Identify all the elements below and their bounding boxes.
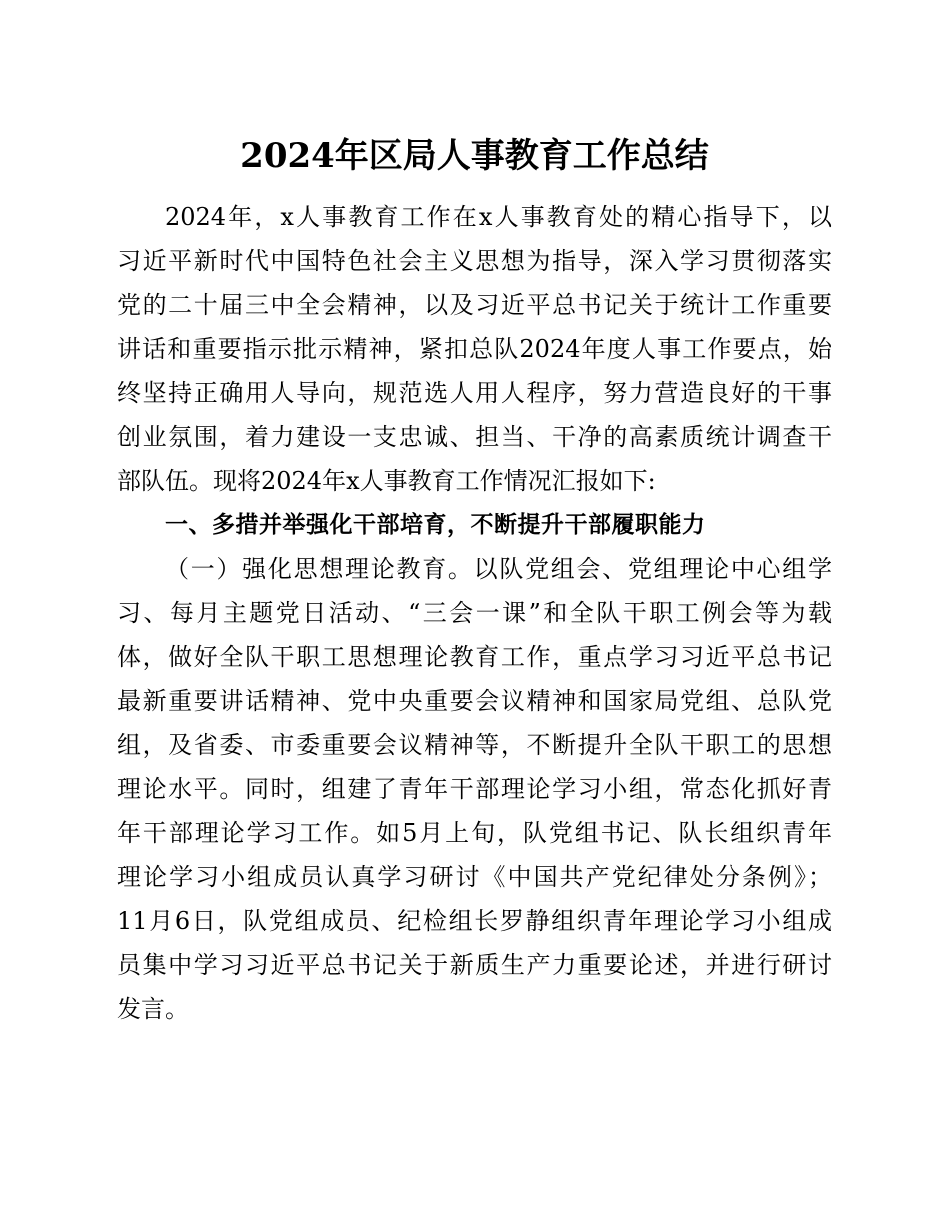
paragraph-line: 创业氛围，着力建设一支忠诚、担当、干净的高素质统计调查干	[117, 423, 832, 451]
paragraph-line: 党的二十届三中全会精神，以及习近平总书记关于统计工作重要	[117, 291, 832, 319]
paragraph-line: 年干部理论学习工作。如5月上旬，队党组书记、队长组织青年	[117, 819, 832, 847]
paragraph-line: 发言。	[117, 995, 189, 1023]
paragraph-line: 最新重要讲话精神、党中央重要会议精神和国家局党组、总队党	[117, 687, 832, 715]
paragraph-line: 部队伍。现将2024年x人事教育工作情况汇报如下:	[117, 467, 656, 495]
paragraph-line: 讲话和重要指示批示精神，紧扣总队2024年度人事工作要点，始	[117, 335, 832, 363]
paragraph-line: 理论水平。同时，组建了青年干部理论学习小组，常态化抓好青	[117, 775, 832, 803]
paragraph-line: （一）强化思想理论教育。以队党组会、党组理论中心组学	[165, 555, 832, 583]
paragraph-line: 11月6日，队党组成员、纪检组长罗静组织青年理论学习小组成	[117, 907, 832, 935]
paragraph-line: 习近平新时代中国特色社会主义思想为指导，深入学习贯彻落实	[117, 247, 832, 275]
document-title: 2024年区局人事教育工作总结	[240, 136, 709, 176]
section-heading: 一、多措并举强化干部培育，不断提升干部履职能力	[165, 512, 706, 538]
paragraph-line: 终坚持正确用人导向，规范选人用人程序，努力营造良好的干事	[117, 379, 832, 407]
paragraph-line: 组，及省委、市委重要会议精神等，不断提升全队干职工的思想	[117, 731, 832, 759]
document-body	[117, 195, 832, 1031]
paragraph-line: 理论学习小组成员认真学习研讨《中国共产党纪律处分条例》；	[117, 863, 832, 891]
paragraph-line: 习、每月主题党日活动、“三会一课”和全队干职工例会等为载	[117, 599, 832, 627]
paragraph-line: 体，做好全队干职工思想理论教育工作，重点学习习近平总书记	[117, 643, 832, 671]
paragraph-line: 员集中学习习近平总书记关于新质生产力重要论述，并进行研讨	[117, 951, 832, 979]
paragraph-line: 2024年，x人事教育工作在x人事教育处的精心指导下，以	[165, 203, 832, 231]
